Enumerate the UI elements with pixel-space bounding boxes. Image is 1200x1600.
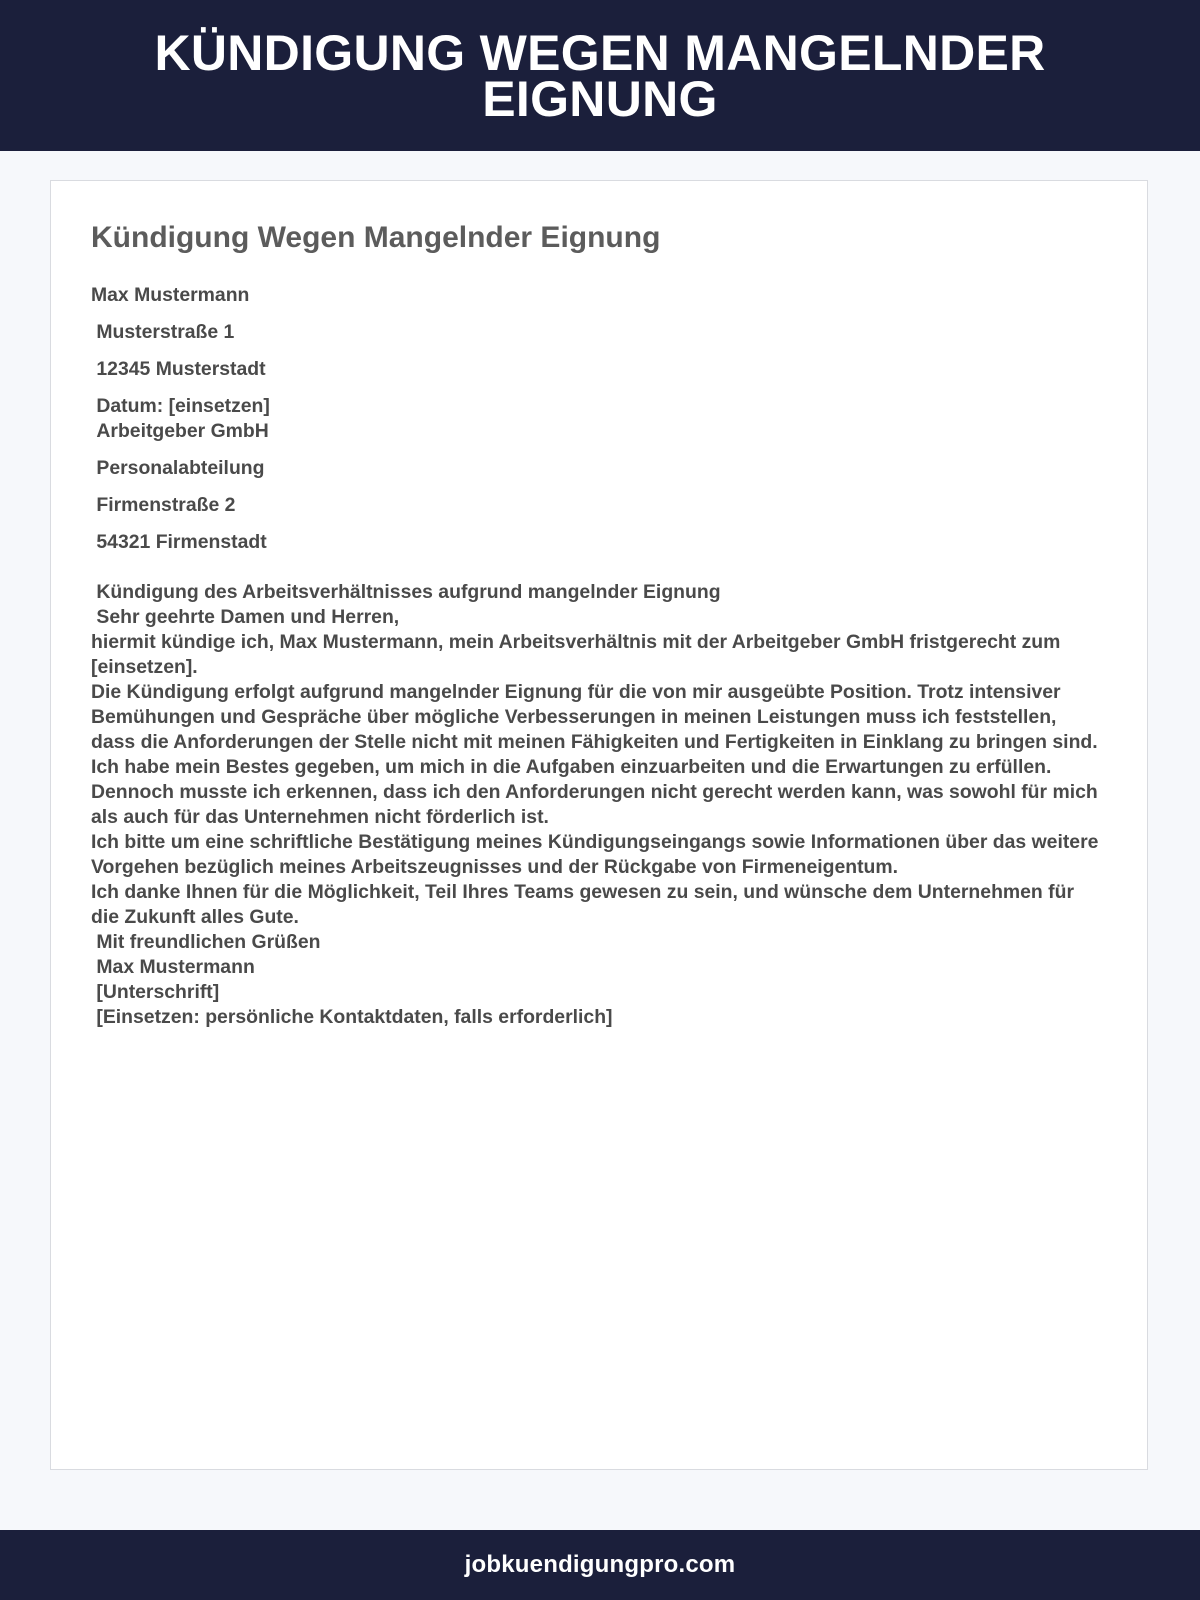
recipient-street: Firmenstraße 2 bbox=[91, 494, 236, 516]
letter-paragraph: Ich danke Ihnen für die Möglichkeit, Teil Ihres Teams gewesen zu sein, und wünsche dem Unternehmen für die Zukunft alles Gute. bbox=[91, 881, 1080, 928]
letter-card bbox=[50, 180, 1148, 1470]
letter-closing: Mit freundlichen Grüßen bbox=[91, 931, 321, 953]
letter-subject: Kündigung des Arbeitsverhältnisses aufgrund mangelnder Eignung bbox=[91, 581, 721, 603]
letter-paragraph: Ich habe mein Bestes gegeben, um mich in die Aufgaben einzuarbeiten und die Erwartungen zu erfüllen. Dennoch musste ich erkennen, dass ich den Anforderungen nicht gerecht werden kann, was sowohl für mich als auch für das Unternehmen nicht förderlich ist. bbox=[91, 756, 1104, 828]
letter-date: Datum: [einsetzen] bbox=[91, 395, 270, 417]
recipient-company: Arbeitgeber GmbH bbox=[91, 420, 269, 442]
sender-street: Musterstraße 1 bbox=[91, 321, 235, 343]
sender-name: Max Mustermann bbox=[91, 284, 250, 306]
letter-paragraph: Die Kündigung erfolgt aufgrund mangelnder Eignung für die von mir ausgeübte Position. Trotz intensiver Bemühungen und Gespräche über mögliche Verbesserungen in meinen Leistungen muss ich feststellen, dass die Anforderungen der Stelle nicht mit meinen Fähigkeiten und Fertigkeiten in Einklang zu bringen sind. bbox=[91, 681, 1098, 753]
sender-city: 12345 Musterstadt bbox=[91, 358, 266, 380]
closing-name: Max Mustermann bbox=[91, 956, 255, 978]
site-footer bbox=[0, 1530, 1200, 1600]
letter-paragraph: hiermit kündige ich, Max Mustermann, mein Arbeitsverhältnis mit der Arbeitgeber GmbH fristgerecht zum [einsetzen]. bbox=[91, 631, 1066, 678]
recipient-department: Personalabteilung bbox=[91, 457, 265, 479]
footer-site-link[interactable]: jobkuendigungpro.com bbox=[464, 1551, 736, 1578]
letter-paragraph: Ich bitte um eine schriftliche Bestätigung meines Kündigungseingangs sowie Informationen über das weitere Vorgehen bezüglich meines Arbeitszeugnisses und der Rückgabe von Firmeneigentum. bbox=[91, 831, 1104, 878]
site-header bbox=[0, 0, 1200, 151]
letter-content bbox=[91, 221, 1104, 1030]
recipient-city: 54321 Firmenstadt bbox=[91, 531, 267, 553]
letter-salutation: Sehr geehrte Damen und Herren, bbox=[91, 606, 400, 628]
contact-placeholder: [Einsetzen: persönliche Kontaktdaten, falls erforderlich] bbox=[91, 1006, 613, 1028]
signature-placeholder: [Unterschrift] bbox=[91, 981, 220, 1003]
letter-title: Kündigung Wegen Mangelnder Eignung bbox=[91, 221, 661, 254]
page-title: KÜNDIGUNG WEGEN MANGELNDER EIGNUNG bbox=[154, 24, 1046, 127]
